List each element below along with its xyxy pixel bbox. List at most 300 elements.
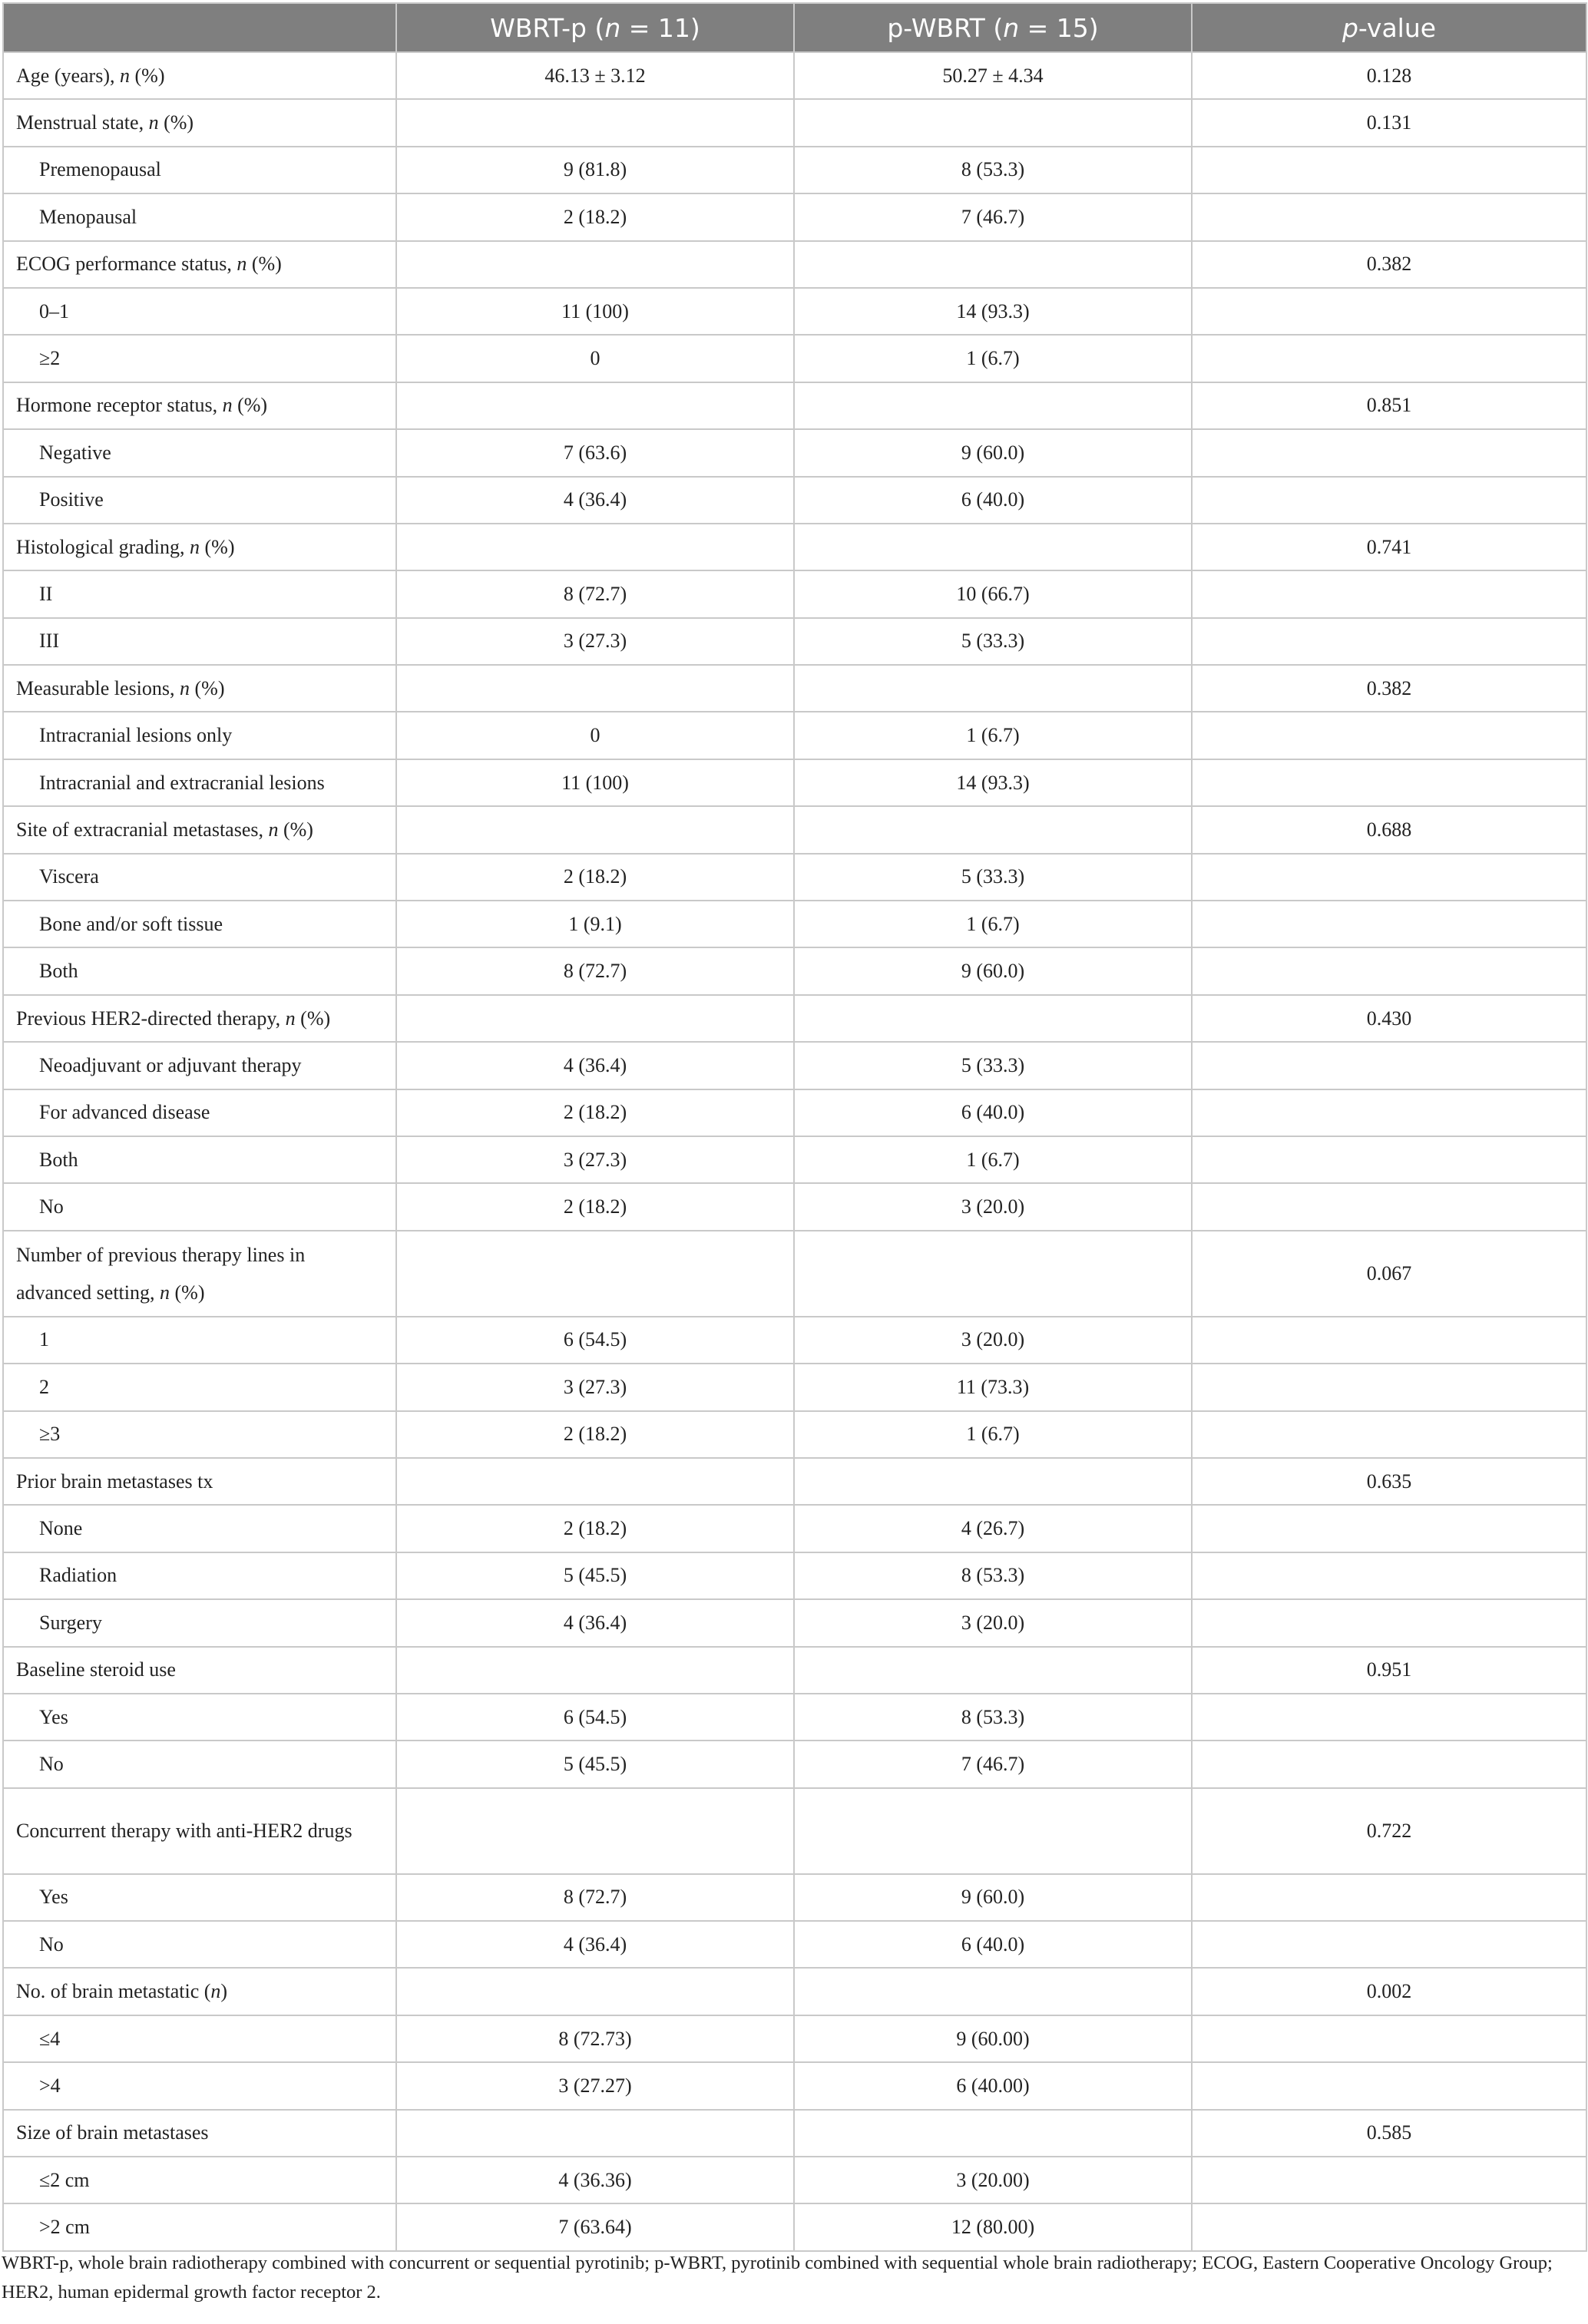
row-label-text: Intracranial lesions only xyxy=(39,724,233,747)
row-label-text: Positive xyxy=(39,488,104,511)
p-wbrt-value xyxy=(794,995,1192,1042)
header-row xyxy=(3,3,1586,52)
table-row xyxy=(3,1694,1586,1741)
row-label xyxy=(3,1317,396,1364)
row-label-italic: n xyxy=(148,111,159,134)
wbrt-p-value: 7 (63.6) xyxy=(396,429,794,476)
row-label xyxy=(3,1089,396,1136)
wbrt-p-value: 4 (36.4) xyxy=(396,477,794,524)
p-wbrt-value: 50.27 ± 4.34 xyxy=(794,52,1192,99)
p-wbrt-value xyxy=(794,382,1192,429)
row-label xyxy=(3,1647,396,1694)
row-label-text: Number of previous therapy lines in advanced setting, xyxy=(16,1243,306,1304)
p-value: 0.430 xyxy=(1192,995,1586,1042)
table-row xyxy=(3,335,1586,382)
wbrt-p-value: 8 (72.73) xyxy=(396,2015,794,2062)
row-label-suffix: ) xyxy=(220,1980,228,2003)
row-label-text: ≤2 cm xyxy=(39,2168,90,2191)
p-wbrt-value: 10 (66.7) xyxy=(794,570,1192,617)
row-label xyxy=(3,1788,396,1874)
p-value xyxy=(1192,1317,1586,1364)
wbrt-p-value: 7 (63.64) xyxy=(396,2203,794,2250)
table-row xyxy=(3,854,1586,901)
row-label-text: Intracranial and extracranial lesions xyxy=(39,771,325,794)
wbrt-p-value: 5 (45.5) xyxy=(396,1741,794,1787)
row-label-text: Viscera xyxy=(39,865,99,888)
p-wbrt-value: 1 (6.7) xyxy=(794,1136,1192,1183)
row-label-text: Yes xyxy=(39,1886,68,1909)
wbrt-p-value: 4 (36.4) xyxy=(396,1599,794,1646)
p-wbrt-value: 5 (33.3) xyxy=(794,1042,1192,1089)
wbrt-p-value: 3 (27.3) xyxy=(396,1136,794,1183)
p-value: 0.741 xyxy=(1192,524,1586,570)
row-label-text: Previous HER2-directed therapy, xyxy=(16,1007,286,1030)
row-label-text: III xyxy=(39,630,59,653)
row-label-text: Surgery xyxy=(39,1611,102,1634)
row-label xyxy=(3,335,396,382)
table-row xyxy=(3,1458,1586,1505)
table-row xyxy=(3,1042,1586,1089)
p-value xyxy=(1192,1694,1586,1741)
p-value: 0.382 xyxy=(1192,665,1586,712)
row-label xyxy=(3,193,396,240)
row-label-suffix: (%) xyxy=(130,64,165,87)
row-label-text: Prior brain metastases tx xyxy=(16,1469,213,1493)
row-label-suffix: (%) xyxy=(190,676,225,699)
wbrt-p-value: 8 (72.7) xyxy=(396,947,794,994)
table-row xyxy=(3,1741,1586,1787)
p-value: 0.851 xyxy=(1192,382,1586,429)
p-value: 0.382 xyxy=(1192,241,1586,288)
table-row xyxy=(3,429,1586,476)
row-label-italic: n xyxy=(268,818,279,841)
row-label xyxy=(3,901,396,947)
p-value xyxy=(1192,147,1586,193)
row-label-text: 0–1 xyxy=(39,299,69,322)
table-row xyxy=(3,806,1586,853)
row-label-text: Both xyxy=(39,960,78,983)
row-label xyxy=(3,52,396,99)
header-variable xyxy=(3,3,396,52)
header-p-wbrt-suffix: = 15) xyxy=(1019,12,1099,43)
table-row xyxy=(3,2110,1586,2157)
row-label xyxy=(3,618,396,665)
row-label-italic: n xyxy=(222,394,233,417)
row-label-suffix: (%) xyxy=(295,1007,331,1030)
p-wbrt-value xyxy=(794,1647,1192,1694)
p-value xyxy=(1192,429,1586,476)
row-label-italic: n xyxy=(285,1007,296,1030)
row-label xyxy=(3,806,396,853)
table-row xyxy=(3,382,1586,429)
p-value xyxy=(1192,1183,1586,1230)
header-p-wbrt-prefix: p-WBRT ( xyxy=(887,12,1004,43)
p-wbrt-value: 1 (6.7) xyxy=(794,1411,1192,1458)
table-row xyxy=(3,1411,1586,1458)
table-row xyxy=(3,901,1586,947)
table-row xyxy=(3,2015,1586,2062)
row-label xyxy=(3,382,396,429)
wbrt-p-value xyxy=(396,2110,794,2157)
row-label-text: Menopausal xyxy=(39,205,137,228)
row-label xyxy=(3,429,396,476)
p-value xyxy=(1192,335,1586,382)
row-label-text: Concurrent therapy with anti-HER2 drugs xyxy=(16,1820,352,1843)
table-row xyxy=(3,477,1586,524)
wbrt-p-value: 8 (72.7) xyxy=(396,570,794,617)
table-row xyxy=(3,193,1586,240)
row-label xyxy=(3,1599,396,1646)
p-value xyxy=(1192,2062,1586,2109)
p-value: 0.128 xyxy=(1192,52,1586,99)
wbrt-p-value: 2 (18.2) xyxy=(396,193,794,240)
row-label xyxy=(3,995,396,1042)
wbrt-p-value: 4 (36.36) xyxy=(396,2157,794,2203)
wbrt-p-value: 3 (27.27) xyxy=(396,2062,794,2109)
wbrt-p-value xyxy=(396,1788,794,1874)
p-wbrt-value: 6 (40.0) xyxy=(794,1089,1192,1136)
wbrt-p-value: 2 (18.2) xyxy=(396,1183,794,1230)
p-wbrt-value: 3 (20.00) xyxy=(794,2157,1192,2203)
p-wbrt-value: 1 (6.7) xyxy=(794,335,1192,382)
table-body xyxy=(3,52,1586,2251)
table-row xyxy=(3,1552,1586,1599)
row-label-text: 2 xyxy=(39,1375,49,1398)
wbrt-p-value xyxy=(396,99,794,146)
row-label xyxy=(3,524,396,570)
p-value xyxy=(1192,477,1586,524)
row-label xyxy=(3,2110,396,2157)
table-row xyxy=(3,2203,1586,2250)
wbrt-p-value: 2 (18.2) xyxy=(396,1505,794,1552)
wbrt-p-value: 5 (45.5) xyxy=(396,1552,794,1599)
row-label-text: ECOG performance status, xyxy=(16,253,237,276)
wbrt-p-value: 0 xyxy=(396,712,794,759)
p-value xyxy=(1192,1042,1586,1089)
p-wbrt-value xyxy=(794,2110,1192,2157)
row-label xyxy=(3,947,396,994)
table-row xyxy=(3,1136,1586,1183)
p-wbrt-value: 7 (46.7) xyxy=(794,193,1192,240)
p-wbrt-value: 3 (20.0) xyxy=(794,1317,1192,1364)
row-label xyxy=(3,1042,396,1089)
row-label xyxy=(3,1458,396,1505)
wbrt-p-value: 46.13 ± 3.12 xyxy=(396,52,794,99)
row-label xyxy=(3,1552,396,1599)
p-wbrt-value: 11 (73.3) xyxy=(794,1364,1192,1410)
row-label xyxy=(3,2157,396,2203)
p-value xyxy=(1192,901,1586,947)
table-row xyxy=(3,2157,1586,2203)
p-value xyxy=(1192,1741,1586,1787)
p-value xyxy=(1192,2015,1586,2062)
p-value xyxy=(1192,288,1586,335)
row-label-text: >2 cm xyxy=(39,2216,90,2239)
row-label xyxy=(3,1231,396,1317)
table-row xyxy=(3,759,1586,806)
header-wbrt-p-n: n xyxy=(604,12,621,43)
p-wbrt-value xyxy=(794,1968,1192,2015)
row-label-text: No. of brain metastatic ( xyxy=(16,1980,211,2003)
row-label-suffix: (%) xyxy=(200,535,235,558)
wbrt-p-value: 8 (72.7) xyxy=(396,1874,794,1921)
table-row xyxy=(3,570,1586,617)
p-value xyxy=(1192,2203,1586,2250)
p-value xyxy=(1192,1364,1586,1410)
header-p-wbrt xyxy=(794,3,1192,52)
row-label xyxy=(3,147,396,193)
header-p-value xyxy=(1192,3,1586,52)
row-label-text: Hormone receptor status, xyxy=(16,394,223,417)
wbrt-p-value: 6 (54.5) xyxy=(396,1317,794,1364)
wbrt-p-value: 1 (9.1) xyxy=(396,901,794,947)
p-value xyxy=(1192,2157,1586,2203)
p-wbrt-value xyxy=(794,1788,1192,1874)
row-label xyxy=(3,1505,396,1552)
table-row xyxy=(3,1788,1586,1874)
table-row xyxy=(3,1089,1586,1136)
p-value xyxy=(1192,854,1586,901)
row-label xyxy=(3,854,396,901)
table-row xyxy=(3,712,1586,759)
p-wbrt-value xyxy=(794,99,1192,146)
wbrt-p-value: 6 (54.5) xyxy=(396,1694,794,1741)
row-label-text: None xyxy=(39,1517,83,1540)
row-label-text: Measurable lesions, xyxy=(16,676,180,699)
header-wbrt-p-prefix: WBRT-p ( xyxy=(490,12,605,43)
row-label-text: Histological grading, xyxy=(16,535,190,558)
p-value xyxy=(1192,193,1586,240)
p-wbrt-value: 3 (20.0) xyxy=(794,1599,1192,1646)
p-value xyxy=(1192,1089,1586,1136)
row-label xyxy=(3,288,396,335)
table-row xyxy=(3,1647,1586,1694)
p-wbrt-value xyxy=(794,241,1192,288)
row-label-text: No xyxy=(39,1932,64,1955)
p-wbrt-value: 9 (60.0) xyxy=(794,429,1192,476)
table-row xyxy=(3,241,1586,288)
p-wbrt-value: 9 (60.00) xyxy=(794,2015,1192,2062)
row-label-text: No xyxy=(39,1752,64,1775)
p-wbrt-value: 1 (6.7) xyxy=(794,712,1192,759)
row-label-italic: n xyxy=(237,253,247,276)
table-row xyxy=(3,618,1586,665)
p-wbrt-value: 12 (80.00) xyxy=(794,2203,1192,2250)
p-value xyxy=(1192,570,1586,617)
row-label xyxy=(3,99,396,146)
row-label-text: Negative xyxy=(39,441,111,464)
row-label-text: Radiation xyxy=(39,1564,117,1587)
p-wbrt-value: 8 (53.3) xyxy=(794,147,1192,193)
p-wbrt-value: 1 (6.7) xyxy=(794,901,1192,947)
table-row xyxy=(3,1505,1586,1552)
row-label-italic: n xyxy=(180,676,190,699)
row-label xyxy=(3,665,396,712)
table-row xyxy=(3,1364,1586,1410)
p-value: 0.002 xyxy=(1192,1968,1586,2015)
row-label-text: ≤4 xyxy=(39,2027,61,2050)
row-label-text: Bone and/or soft tissue xyxy=(39,912,223,935)
row-label-text: Size of brain metastases xyxy=(16,2121,209,2144)
table-row xyxy=(3,995,1586,1042)
wbrt-p-value: 11 (100) xyxy=(396,288,794,335)
p-wbrt-value xyxy=(794,806,1192,853)
p-wbrt-value: 14 (93.3) xyxy=(794,759,1192,806)
p-value: 0.951 xyxy=(1192,1647,1586,1694)
p-wbrt-value: 9 (60.0) xyxy=(794,1874,1192,1921)
row-label xyxy=(3,1411,396,1458)
row-label xyxy=(3,1921,396,1968)
row-label xyxy=(3,759,396,806)
wbrt-p-value: 9 (81.8) xyxy=(396,147,794,193)
p-wbrt-value xyxy=(794,1458,1192,1505)
p-value xyxy=(1192,1136,1586,1183)
p-value xyxy=(1192,1552,1586,1599)
p-wbrt-value: 8 (53.3) xyxy=(794,1552,1192,1599)
wbrt-p-value: 0 xyxy=(396,335,794,382)
p-wbrt-value: 4 (26.7) xyxy=(794,1505,1192,1552)
row-label-text: Neoadjuvant or adjuvant therapy xyxy=(39,1053,302,1076)
table-row xyxy=(3,1968,1586,2015)
row-label xyxy=(3,1694,396,1741)
wbrt-p-value xyxy=(396,806,794,853)
wbrt-p-value: 2 (18.2) xyxy=(396,854,794,901)
row-label-text: II xyxy=(39,582,53,605)
p-value: 0.688 xyxy=(1192,806,1586,853)
table-row xyxy=(3,1874,1586,1921)
wbrt-p-value xyxy=(396,665,794,712)
row-label xyxy=(3,2203,396,2250)
row-label-italic: n xyxy=(210,1980,221,2003)
wbrt-p-value xyxy=(396,524,794,570)
row-label xyxy=(3,1741,396,1787)
row-label-suffix: (%) xyxy=(278,818,313,841)
baseline-characteristics-table xyxy=(2,2,1587,2252)
p-value: 0.635 xyxy=(1192,1458,1586,1505)
table-row xyxy=(3,147,1586,193)
row-label-text: Yes xyxy=(39,1705,68,1728)
table-row xyxy=(3,288,1586,335)
wbrt-p-value: 4 (36.4) xyxy=(396,1042,794,1089)
p-value xyxy=(1192,618,1586,665)
p-value xyxy=(1192,1411,1586,1458)
row-label xyxy=(3,2062,396,2109)
wbrt-p-value: 3 (27.3) xyxy=(396,1364,794,1410)
p-value: 0.131 xyxy=(1192,99,1586,146)
p-value xyxy=(1192,712,1586,759)
table-row xyxy=(3,665,1586,712)
row-label-text: Menstrual state, xyxy=(16,111,149,134)
table-row xyxy=(3,524,1586,570)
table-row xyxy=(3,1599,1586,1646)
table-row xyxy=(3,52,1586,99)
p-wbrt-value: 14 (93.3) xyxy=(794,288,1192,335)
p-value: 0.067 xyxy=(1192,1231,1586,1317)
row-label xyxy=(3,1183,396,1230)
p-wbrt-value: 7 (46.7) xyxy=(794,1741,1192,1787)
table-row xyxy=(3,1921,1586,1968)
row-label-text: For advanced disease xyxy=(39,1101,210,1124)
header-wbrt-p xyxy=(396,3,794,52)
p-wbrt-value: 5 (33.3) xyxy=(794,854,1192,901)
p-value xyxy=(1192,1874,1586,1921)
row-label-suffix: (%) xyxy=(158,111,194,134)
row-label xyxy=(3,1136,396,1183)
wbrt-p-value xyxy=(396,1647,794,1694)
wbrt-p-value xyxy=(396,382,794,429)
row-label xyxy=(3,570,396,617)
row-label-text: ≥3 xyxy=(39,1423,61,1446)
row-label-text: No xyxy=(39,1195,64,1218)
row-label-text: ≥2 xyxy=(39,347,61,370)
p-value xyxy=(1192,947,1586,994)
wbrt-p-value xyxy=(396,1458,794,1505)
row-label xyxy=(3,1968,396,2015)
row-label xyxy=(3,1874,396,1921)
row-label-text: Site of extracranial metastases, xyxy=(16,818,269,841)
row-label-italic: n xyxy=(190,535,200,558)
header-p-wbrt-n: n xyxy=(1003,12,1020,43)
p-value: 0.585 xyxy=(1192,2110,1586,2157)
row-label xyxy=(3,1364,396,1410)
p-wbrt-value: 9 (60.0) xyxy=(794,947,1192,994)
p-wbrt-value xyxy=(794,524,1192,570)
header-p-value-p: p xyxy=(1342,12,1358,43)
row-label-italic: n xyxy=(120,64,130,87)
p-value xyxy=(1192,759,1586,806)
row-label-suffix: (%) xyxy=(232,394,268,417)
row-label-suffix: (%) xyxy=(246,253,282,276)
table-row xyxy=(3,1317,1586,1364)
table-row xyxy=(3,1183,1586,1230)
row-label xyxy=(3,2015,396,2062)
p-value xyxy=(1192,1505,1586,1552)
p-wbrt-value: 3 (20.0) xyxy=(794,1183,1192,1230)
wbrt-p-value xyxy=(396,1968,794,2015)
wbrt-p-value: 2 (18.2) xyxy=(396,1089,794,1136)
table-row xyxy=(3,1231,1586,1317)
header-wbrt-p-suffix: = 11) xyxy=(620,12,700,43)
p-value: 0.722 xyxy=(1192,1788,1586,1874)
table-row xyxy=(3,99,1586,146)
p-wbrt-value: 6 (40.00) xyxy=(794,2062,1192,2109)
table-footnote: WBRT-p, whole brain radiotherapy combined with concurrent or sequential pyrotinib; p-WBRT, pyrotinib combined with sequential whole brain radiotherapy; ECOG, Eastern Cooperative Oncology Group; HER2, human epidermal growth factor receptor 2. xyxy=(2,2253,1553,2303)
wbrt-p-value: 2 (18.2) xyxy=(396,1411,794,1458)
row-label xyxy=(3,712,396,759)
wbrt-p-value: 3 (27.3) xyxy=(396,618,794,665)
row-label xyxy=(3,477,396,524)
row-label-text: Premenopausal xyxy=(39,158,161,181)
p-wbrt-value: 6 (40.0) xyxy=(794,1921,1192,1968)
wbrt-p-value xyxy=(396,1231,794,1317)
row-label-text: >4 xyxy=(39,2074,61,2097)
row-label-text: Both xyxy=(39,1148,78,1171)
table-row xyxy=(3,2062,1586,2109)
row-label-text: Baseline steroid use xyxy=(16,1658,176,1681)
row-label-italic: n xyxy=(160,1281,170,1304)
wbrt-p-value xyxy=(396,995,794,1042)
p-value xyxy=(1192,1599,1586,1646)
p-wbrt-value: 5 (33.3) xyxy=(794,618,1192,665)
row-label-text: 1 xyxy=(39,1328,49,1351)
wbrt-p-value: 4 (36.4) xyxy=(396,1921,794,1968)
p-wbrt-value xyxy=(794,1231,1192,1317)
row-label-suffix: (%) xyxy=(170,1281,205,1304)
p-wbrt-value xyxy=(794,665,1192,712)
wbrt-p-value: 11 (100) xyxy=(396,759,794,806)
row-label xyxy=(3,241,396,288)
p-value xyxy=(1192,1921,1586,1968)
